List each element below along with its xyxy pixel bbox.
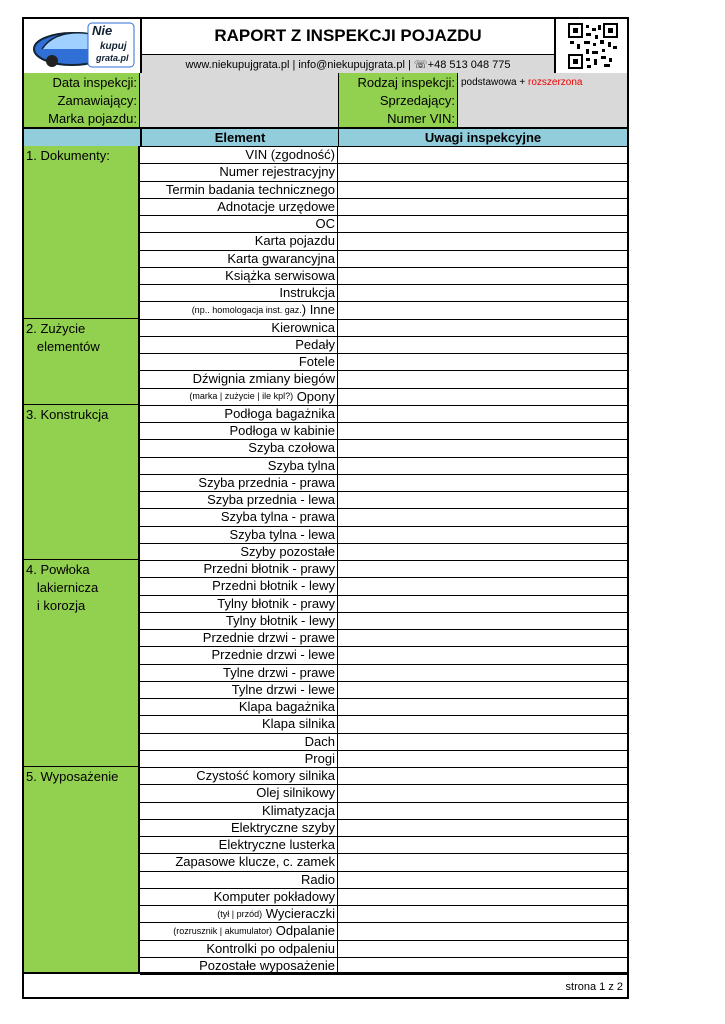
element-label: Komputer pokładowy <box>213 888 335 904</box>
notes-cell[interactable] <box>339 526 627 543</box>
element-label: VIN (zgodność) <box>245 147 335 163</box>
checklist-row <box>140 198 627 216</box>
checklist-row <box>140 543 627 561</box>
notes-cell[interactable] <box>339 422 627 439</box>
element-name <box>140 474 338 491</box>
element-name <box>140 388 338 405</box>
element-name <box>140 457 338 474</box>
element-label: Elektryczne szyby <box>230 819 335 835</box>
element-label: Elektryczne lusterka <box>218 837 335 853</box>
notes-cell[interactable] <box>339 543 627 560</box>
section-label: 1. Dokumenty: <box>24 146 140 319</box>
notes-cell[interactable] <box>339 629 627 646</box>
checklist-row <box>140 474 627 492</box>
element-name <box>140 422 338 439</box>
notes-cell[interactable] <box>339 819 627 836</box>
element-label: OC <box>315 216 335 232</box>
element-name <box>140 198 338 215</box>
element-label: Olej silnikowy <box>256 785 335 801</box>
notes-cell[interactable] <box>339 853 627 870</box>
element-label: Przedni błotnik - lewy <box>212 578 335 594</box>
contact-line: www.niekupujgrata.pl | info@niekupujgrata.pl | ☏+48 513 048 775 <box>142 54 554 74</box>
svg-text:Nie: Nie <box>92 23 113 38</box>
qr-code <box>554 19 629 73</box>
element-name <box>140 577 338 594</box>
notes-cell[interactable] <box>339 198 627 215</box>
element-name <box>140 146 338 163</box>
element-label: Pedały <box>295 336 335 352</box>
info-row-2 <box>24 91 627 110</box>
element-name <box>140 405 338 422</box>
element-name <box>140 595 338 612</box>
checklist-row <box>140 715 627 733</box>
element-label: Instrukcja <box>279 285 335 301</box>
checklist-row <box>140 319 627 337</box>
type-plus: + <box>516 76 528 88</box>
element-name <box>140 664 338 681</box>
element-name <box>140 250 338 267</box>
date-label: Data inspekcji: <box>24 73 140 91</box>
info-row-3 <box>24 109 627 128</box>
checklist-row <box>140 526 627 544</box>
element-label: Karta gwarancyjna <box>227 250 335 266</box>
element-name <box>140 526 338 543</box>
element-label: Fotele <box>298 354 335 370</box>
element-name <box>140 940 338 957</box>
notes-cell[interactable] <box>339 215 627 232</box>
notes-cell[interactable] <box>339 802 627 819</box>
checklist-row <box>140 819 627 837</box>
page-footer: strona 1 z 2 <box>24 972 627 999</box>
element-name <box>140 681 338 698</box>
element-label: Kontrolki po odpaleniu <box>206 940 335 956</box>
checklist-row <box>140 698 627 716</box>
element-name <box>140 612 338 629</box>
checklist-row <box>140 560 627 578</box>
checklist-row <box>140 388 627 406</box>
notes-cell[interactable] <box>339 181 627 198</box>
section-label: 5. Wyposażenie <box>24 767 140 974</box>
checklist-row <box>140 267 627 285</box>
element-name <box>140 905 338 922</box>
checklist-row <box>140 888 627 906</box>
element-name <box>140 508 338 525</box>
element-name <box>140 336 338 353</box>
notes-cell[interactable] <box>339 146 627 163</box>
element-name <box>140 733 338 750</box>
notes-cell[interactable] <box>339 871 627 888</box>
notes-cell[interactable] <box>339 370 627 387</box>
notes-cell[interactable] <box>339 353 627 370</box>
checklist-row <box>140 612 627 630</box>
element-label: Klimatyzacja <box>262 802 335 818</box>
element-label: Dźwignia zmiany biegów <box>192 371 335 387</box>
element-label: Klapa bagażnika <box>238 699 335 715</box>
notes-cell[interactable] <box>339 715 627 732</box>
section-label: 2. Zużycie elementów <box>24 319 140 405</box>
notes-cell[interactable] <box>339 888 627 905</box>
notes-cell[interactable] <box>339 922 627 939</box>
make-field[interactable] <box>140 109 339 127</box>
checklist-row <box>140 802 627 820</box>
checklist-row <box>140 784 627 802</box>
notes-cell[interactable] <box>339 457 627 474</box>
checklist-row <box>140 681 627 699</box>
client-field[interactable] <box>140 91 339 109</box>
element-label: Odpalanie <box>272 923 335 939</box>
checklist-row <box>140 146 627 164</box>
report-title: RAPORT Z INSPEKCJI POJAZDU <box>214 26 482 45</box>
notes-cell[interactable] <box>339 767 627 784</box>
checklist-row <box>140 767 627 785</box>
checklist-row <box>140 181 627 199</box>
checklist-row <box>140 922 627 940</box>
checklist-row <box>140 163 627 181</box>
element-column-header: Element <box>140 129 339 146</box>
element-name <box>140 922 338 939</box>
notes-cell[interactable] <box>339 905 627 922</box>
logo <box>24 19 142 73</box>
notes-cell[interactable] <box>339 612 627 629</box>
vin-label: Numer VIN: <box>339 109 458 127</box>
notes-cell[interactable] <box>339 750 627 767</box>
element-label: Progi <box>304 750 335 766</box>
element-name <box>140 836 338 853</box>
notes-cell[interactable] <box>339 508 627 525</box>
element-name <box>140 853 338 870</box>
element-name <box>140 871 338 888</box>
element-name <box>140 802 338 819</box>
checklist-row <box>140 646 627 664</box>
element-label: Czystość komory silnika <box>196 768 335 784</box>
notes-cell[interactable] <box>339 301 627 318</box>
element-label: Podłoga bagażnika <box>224 405 335 421</box>
notes-cell[interactable] <box>339 284 627 301</box>
client-label: Zamawiający: <box>24 91 140 109</box>
element-label: Szyba przednia - prawa <box>198 474 335 490</box>
checklist-row <box>140 250 627 268</box>
element-label: ) Inne <box>301 302 335 318</box>
checklist-row <box>140 215 627 233</box>
element-name <box>140 353 338 370</box>
notes-cell[interactable] <box>339 439 627 456</box>
checklist-row <box>140 871 627 889</box>
notes-cell[interactable] <box>339 836 627 853</box>
element-name <box>140 319 338 336</box>
checklist-row <box>140 405 627 423</box>
element-note: (np.. homologacja inst. gaz. <box>191 304 302 315</box>
element-name <box>140 284 338 301</box>
inspection-type-label: Rodzaj inspekcji: <box>339 73 458 91</box>
element-label: Karta pojazdu <box>254 233 335 249</box>
notes-cell[interactable] <box>339 267 627 284</box>
notes-cell[interactable] <box>339 664 627 681</box>
section-label: 3. Konstrukcja <box>24 405 140 560</box>
checklist-row <box>140 284 627 302</box>
element-name <box>140 629 338 646</box>
notes-cell[interactable] <box>339 646 627 663</box>
element-label: Przednie drzwi - prawe <box>202 630 335 646</box>
checklist-row <box>140 664 627 682</box>
type-basic: podstawowa <box>461 76 517 88</box>
element-name <box>140 370 338 387</box>
element-name <box>140 232 338 249</box>
element-name <box>140 560 338 577</box>
element-label: Radio <box>301 871 335 887</box>
checklist-row <box>140 733 627 751</box>
element-label: Szyba tylna <box>267 457 335 473</box>
checklist-row <box>140 577 627 595</box>
notes-cell[interactable] <box>339 595 627 612</box>
column-header <box>24 128 627 147</box>
seller-field[interactable] <box>458 91 627 109</box>
notes-cell[interactable] <box>339 491 627 508</box>
element-label: Tylny błotnik - prawy <box>217 595 335 611</box>
checklist-row <box>140 750 627 768</box>
checklist-row <box>140 595 627 613</box>
element-label: Klapa silnika <box>262 716 335 732</box>
notes-cell[interactable] <box>339 319 627 336</box>
element-name <box>140 750 338 767</box>
element-label: Pozostałe wyposażenie <box>199 957 335 973</box>
make-label: Marka pojazdu: <box>24 109 140 127</box>
element-label: Opony <box>293 388 335 404</box>
element-name <box>140 715 338 732</box>
element-label: Termin badania technicznego <box>165 181 335 197</box>
element-label: Szyby pozostałe <box>240 543 335 559</box>
checklist-row <box>140 629 627 647</box>
element-note: (tył | przód) <box>217 908 263 919</box>
element-note: (rozrusznik | akumulator) <box>173 925 273 936</box>
element-label: Kierownica <box>271 319 335 335</box>
checklist-row <box>140 439 627 457</box>
notes-cell[interactable] <box>339 232 627 249</box>
element-label: Szyba czołowa <box>248 440 335 456</box>
notes-cell[interactable] <box>339 474 627 491</box>
element-label: Szyba tylna - lewa <box>229 526 335 542</box>
element-name <box>140 543 338 560</box>
element-name <box>140 767 338 784</box>
element-label: Tylne drzwi - lewe <box>231 681 335 697</box>
date-field[interactable] <box>140 73 339 91</box>
seller-label: Sprzedający: <box>339 91 458 109</box>
checklist-row <box>140 905 627 923</box>
element-label: Książka serwisowa <box>225 267 335 283</box>
inspection-report <box>22 17 629 999</box>
element-label: Przedni błotnik - prawy <box>203 561 335 577</box>
checklist-row <box>140 508 627 526</box>
section-label: 4. Powłoka lakiernicza i korozja <box>24 560 140 767</box>
notes-cell[interactable] <box>339 681 627 698</box>
element-label: Wycieraczki <box>262 906 335 922</box>
checklist-row <box>140 422 627 440</box>
element-name <box>140 784 338 801</box>
element-name <box>140 215 338 232</box>
element-name <box>140 888 338 905</box>
checklist-row <box>140 336 627 354</box>
checklist-row <box>140 457 627 475</box>
element-name <box>140 181 338 198</box>
checklist-row <box>140 301 627 319</box>
element-name <box>140 491 338 508</box>
element-name <box>140 301 338 318</box>
element-label: Numer rejestracyjny <box>219 164 335 180</box>
element-note: (marka | zużycie | ile kpl?) <box>189 391 294 402</box>
element-label: Zapasowe klucze, c. zamek <box>175 854 335 870</box>
element-label: Adnotacje urzędowe <box>217 198 335 214</box>
checklist-row <box>140 491 627 509</box>
notes-cell[interactable] <box>339 336 627 353</box>
checklist-row <box>140 836 627 854</box>
element-label: Dach <box>304 733 335 749</box>
report-header <box>24 19 627 75</box>
element-name <box>140 163 338 180</box>
svg-text:grata.pl: grata.pl <box>96 53 129 63</box>
notes-cell[interactable] <box>339 560 627 577</box>
element-label: Szyba przednia - lewa <box>207 492 335 508</box>
notes-cell[interactable] <box>339 163 627 180</box>
element-name <box>140 646 338 663</box>
checklist-row <box>140 370 627 388</box>
checklist-row <box>140 232 627 250</box>
element-label: Tylny błotnik - lewy <box>225 612 335 628</box>
element-name <box>140 819 338 836</box>
element-label: Przednie drzwi - lewe <box>211 647 335 663</box>
svg-text:kupuj: kupuj <box>100 41 127 52</box>
element-label: Tylne drzwi - prawe <box>223 664 335 680</box>
notes-cell[interactable] <box>339 577 627 594</box>
info-row-1 <box>24 73 627 92</box>
element-name <box>140 439 338 456</box>
notes-cell[interactable] <box>339 940 627 957</box>
notes-cell[interactable] <box>339 733 627 750</box>
element-label: Podłoga w kabinie <box>229 423 335 439</box>
notes-cell[interactable] <box>339 388 627 405</box>
notes-cell[interactable] <box>339 405 627 422</box>
notes-cell[interactable] <box>339 250 627 267</box>
element-label: Szyba tylna - prawa <box>220 509 335 525</box>
notes-cell[interactable] <box>339 784 627 801</box>
notes-column-header: Uwagi inspekcyjne <box>424 130 542 145</box>
notes-cell[interactable] <box>339 698 627 715</box>
inspection-type-field[interactable] <box>458 73 627 91</box>
qr-code-icon <box>568 23 618 69</box>
checklist-row <box>140 940 627 958</box>
element-name <box>140 698 338 715</box>
checklist-row <box>140 353 627 371</box>
vin-field[interactable] <box>458 109 627 127</box>
type-extended: rozszerzona <box>528 76 583 88</box>
checklist-row <box>140 853 627 871</box>
element-name <box>140 267 338 284</box>
car-logo-icon <box>24 19 138 71</box>
